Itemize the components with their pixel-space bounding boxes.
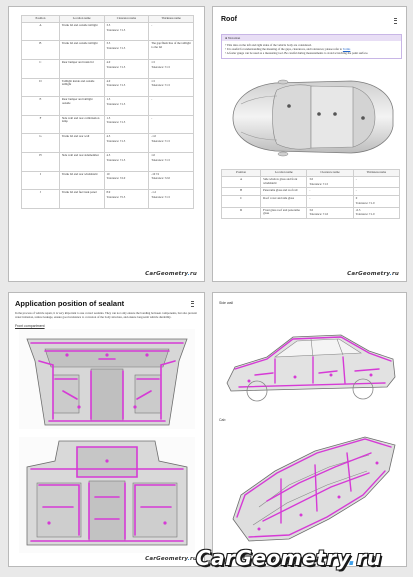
cell-value: -1.2 [151,190,157,195]
table-cell [307,188,353,196]
tolerance-value: Tolerance: ±5.5 [106,194,126,199]
table-row [22,22,194,41]
table-cell [149,152,194,171]
table-cell [353,188,399,196]
cell-value: 0 [355,196,358,200]
table-cell [59,78,104,97]
cell-value: Taillight inside and outside taillight [61,78,95,87]
side-wall-diagram [219,317,401,409]
logo-suffix: ru [189,556,197,562]
cell-value: -0.5 [355,207,361,212]
table-cell [22,152,60,171]
notation-title: ● Notation [222,35,401,41]
roof-table [221,169,400,219]
page-title: Roof [221,16,237,23]
side-mirror [278,80,288,84]
table-cell [22,78,60,97]
cell-value: 3.5 [106,41,111,46]
tolerance-value: Tolerance: ±1.5 [151,83,171,88]
table-cell [22,59,60,78]
table-row [222,207,400,219]
brand-logo-text: CarGeometry [196,546,349,570]
table-cell [149,115,194,134]
table-header-row [222,170,400,177]
side-mirror [278,152,288,156]
table-row [222,188,400,196]
page-title: Application position of sealant [15,299,125,308]
menu-icon[interactable] [191,301,194,307]
menu-icon[interactable] [394,18,397,24]
logo-suffix: ru [391,271,399,277]
cell-value: 3.0 [309,176,314,181]
table-cell [261,207,307,219]
column-header: Thickness name [353,170,399,177]
notation-line: • A feeler gauge can be used as a measuring tool. Be careful during measurements to avoid scratching the paint surface. [225,51,369,56]
table-cell [149,190,194,209]
table-cell [149,78,194,97]
table-row [22,78,194,97]
notation-line-text: It is useful for understanding the meaning of the gaps, clearances, and tolerances; please refer to [226,47,343,52]
front-floor-diagram [19,437,195,553]
table-cell [261,188,307,196]
table-cell [222,196,261,208]
column-header: Position [22,16,60,23]
cell-value: D [239,207,243,212]
document-page-4 [212,292,407,567]
cell-value: - [355,188,357,193]
table-cell [261,176,307,188]
table-cell [149,22,194,41]
table-cell [149,171,194,190]
cell-value: - [355,176,357,181]
table-cell [104,97,149,116]
cab-diagram [219,427,401,547]
cell-value: Trunk lid and rear wall [61,134,90,139]
logo-text: CarGeometry [145,271,188,277]
cell-value: Front glass roof and panorama glass [263,207,300,216]
tolerance-value: Tolerance: ±2.0 [106,176,126,181]
cell-value: 1.0 [151,152,156,157]
table-row [222,176,400,188]
cell-value: - [309,196,311,200]
table-cell [22,22,60,41]
measurement-point-marker [287,104,291,108]
table-cell [59,41,104,60]
table-cell [149,59,194,78]
cell-value: Side wall and rear sidemember [61,152,99,157]
cell-value: Rear bumper and taillight outside [61,97,93,105]
table-cell [104,78,149,97]
intro-paragraph: In the process of vehicle repair, it is very important to use correct sealants. They can not only ensure the bonding between components, but also prevent water intrusion, reduce leakage, ensure good resistance to corrosion of the body structure, and ensure long-term vehicle durability. [15,311,197,320]
cell-value: H [39,152,42,157]
cell-value: 4.0 [106,59,111,64]
table-row [22,134,194,153]
measurement-point-marker [317,112,321,116]
cell-value: B [39,41,42,46]
footer-logo [145,556,197,562]
cell-value: A [239,176,243,181]
cell-value: -10 ±2 [151,171,160,176]
column-header: Position [222,170,261,177]
table-cell [149,41,194,60]
table-cell [353,196,399,208]
cell-value: A [39,22,42,27]
table-row [222,196,400,208]
table-cell [59,59,104,78]
tolerance-value: Tolerance: ±1.5 [151,64,171,69]
table-cell [22,115,60,134]
measurement-point-marker [361,116,365,120]
notation-box [221,34,402,59]
table-cell [104,152,149,171]
cell-value: 1.5 [106,97,111,102]
cell-value: - [151,97,153,102]
measurement-point-marker [333,112,337,116]
table-cell [104,171,149,190]
table-cell [307,196,353,208]
cell-value: 1.5 [151,78,156,83]
cell-value: 1.5 [106,115,111,120]
tolerance-value: Tolerance: ±2.0 [151,176,171,181]
tolerance-value: Tolerance: ±1.0 [355,212,375,217]
table-cell [104,22,149,41]
table-cell [261,196,307,208]
tolerance-value: Tolerance: ±1.5 [106,157,126,162]
cell-value: 4.5 [106,152,111,157]
brand-logo [196,546,382,570]
cell-value: G [39,134,42,139]
tolerance-value: Tolerance: ±1.0 [309,212,329,217]
table-cell [59,115,104,134]
tolerance-value: Tolerance: ±1.5 [106,83,126,88]
tolerance-value: Tolerance: ±1.5 [151,157,171,162]
cell-value: E [39,97,42,102]
column-header: Location name [261,170,307,177]
document-page-1 [8,6,205,282]
table-row [22,115,194,134]
cell-value: Trunk lid and outside taillight [61,41,98,46]
footer-logo [347,271,399,277]
notation-line: • This data on the left and right sides of the vehicle body are considered. [225,43,312,47]
car-windshield [273,85,312,149]
tolerance-value: Tolerance: ±1.5 [151,139,171,144]
notation-line: • It is useful for understanding the meaning of the gaps, clearances, and tolerances; please refer to Terms [225,47,351,52]
cell-value: Rear bumper and trunk lid [61,59,94,64]
section-label: Cab [219,418,226,422]
tolerance-value: Tolerance: ±1.5 [309,181,329,186]
section-label: Side wall [219,301,234,305]
roof-table-grid [221,169,400,219]
cell-value: The gap/flush line of the taillight to the lid [151,41,191,50]
table-cell [307,207,353,219]
table-row [22,59,194,78]
front-compartment-diagram [19,329,195,429]
cell-value: Side wall and rear combination lamp [61,115,100,124]
logo-text: CarGeometry [145,556,188,562]
footer-logo [145,271,197,277]
logo-dot: . [389,271,392,277]
table-cell [22,190,60,209]
cell-value: Side window glass and front windshield [263,176,298,185]
brand-logo-suffix: ru [356,546,382,570]
tolerance-value: Tolerance: ±1.5 [106,120,126,125]
notation-body [222,41,401,58]
cell-value: -1.0 [151,134,157,139]
table-cell [104,190,149,209]
table-cell [22,97,60,116]
table-cell [59,171,104,190]
cell-value: J [39,190,41,195]
table-cell [307,176,353,188]
table-row [22,190,194,209]
logo-dot: . [187,556,190,562]
table-cell [353,207,399,219]
cell-value: D [39,78,42,83]
tolerance-value: Tolerance: ±1.5 [151,194,171,199]
cell-value: Roof cover and side glass [263,196,294,200]
column-header: Location name [59,16,104,23]
gap-table [21,15,194,209]
table-cell [22,171,60,190]
notation-line-text: This data on the left and right sides of the vehicle body are considered. [226,43,312,47]
car-roof-diagram [223,74,399,160]
notation-title-text: Notation [228,36,241,40]
cell-value: Trunk lid and outside taillight [61,22,98,27]
table-cell [22,134,60,153]
tolerance-value: Tolerance: ±1.5 [106,139,126,144]
cell-value: Trunk lid and fuel tank panel [61,190,97,195]
table-cell [104,134,149,153]
table-row [22,41,194,60]
terms-link[interactable]: Terms [342,47,351,52]
cell-value: 10 [106,171,110,176]
tolerance-value: Tolerance: ±1.5 [106,64,126,69]
tolerance-value: Tolerance: ±1.5 [106,27,126,32]
cell-value: Trunk lid and rear windshield [61,171,98,176]
table-cell [222,207,261,219]
cell-value: 4.5 [106,134,111,139]
table-cell [104,41,149,60]
cell-value: 8.9 [106,190,111,195]
tolerance-value: Tolerance: ±1.0 [355,200,375,205]
cell-value: 1.5 [151,59,156,64]
table-cell [59,134,104,153]
table-cell [59,97,104,116]
table-cell [222,176,261,188]
table-cell [222,188,261,196]
table-row [22,97,194,116]
logo-dot: . [187,271,190,277]
document-page-3 [8,292,205,567]
cell-value: I [39,171,41,176]
brand-logo-dot: . [348,546,357,570]
table-cell [353,176,399,188]
gap-table-grid [21,15,194,209]
cell-value: Panorama glass and roof rail [263,188,298,193]
table-cell [149,97,194,116]
logo-text: CarGeometry [347,271,390,277]
column-header: Thickness name [149,16,194,23]
cell-value: C [39,59,42,64]
table-cell [104,59,149,78]
cell-value: F [39,115,42,120]
tolerance-value: Tolerance: ±1.5 [106,46,126,51]
column-header: Clearance name [307,170,353,177]
table-cell [22,41,60,60]
column-header: Clearance name [104,16,149,23]
cell-value: - [151,22,153,27]
document-page-2 [212,6,407,282]
table-cell [59,22,104,41]
cell-value: 4.0 [106,78,111,83]
table-cell [149,134,194,153]
table-header-row [22,16,194,23]
logo-suffix: ru [189,271,197,277]
table-cell [104,115,149,134]
table-row [22,171,194,190]
cell-value: C [240,196,243,200]
cell-value: - [309,188,311,193]
table-cell [59,190,104,209]
table-row [22,152,194,171]
cell-value: B [240,188,243,193]
tolerance-value: Tolerance: ±1.5 [106,101,126,106]
section-label: Front compartment [15,324,45,328]
cell-value: - [151,115,153,120]
cell-value: 3.5 [106,22,111,27]
cell-value: 3.0 [309,207,314,212]
table-cell [59,152,104,171]
notation-line-text: A feeler gauge can be used as a measuring tool. Be careful during measurements to avoid scratching the paint surface. [226,51,369,56]
